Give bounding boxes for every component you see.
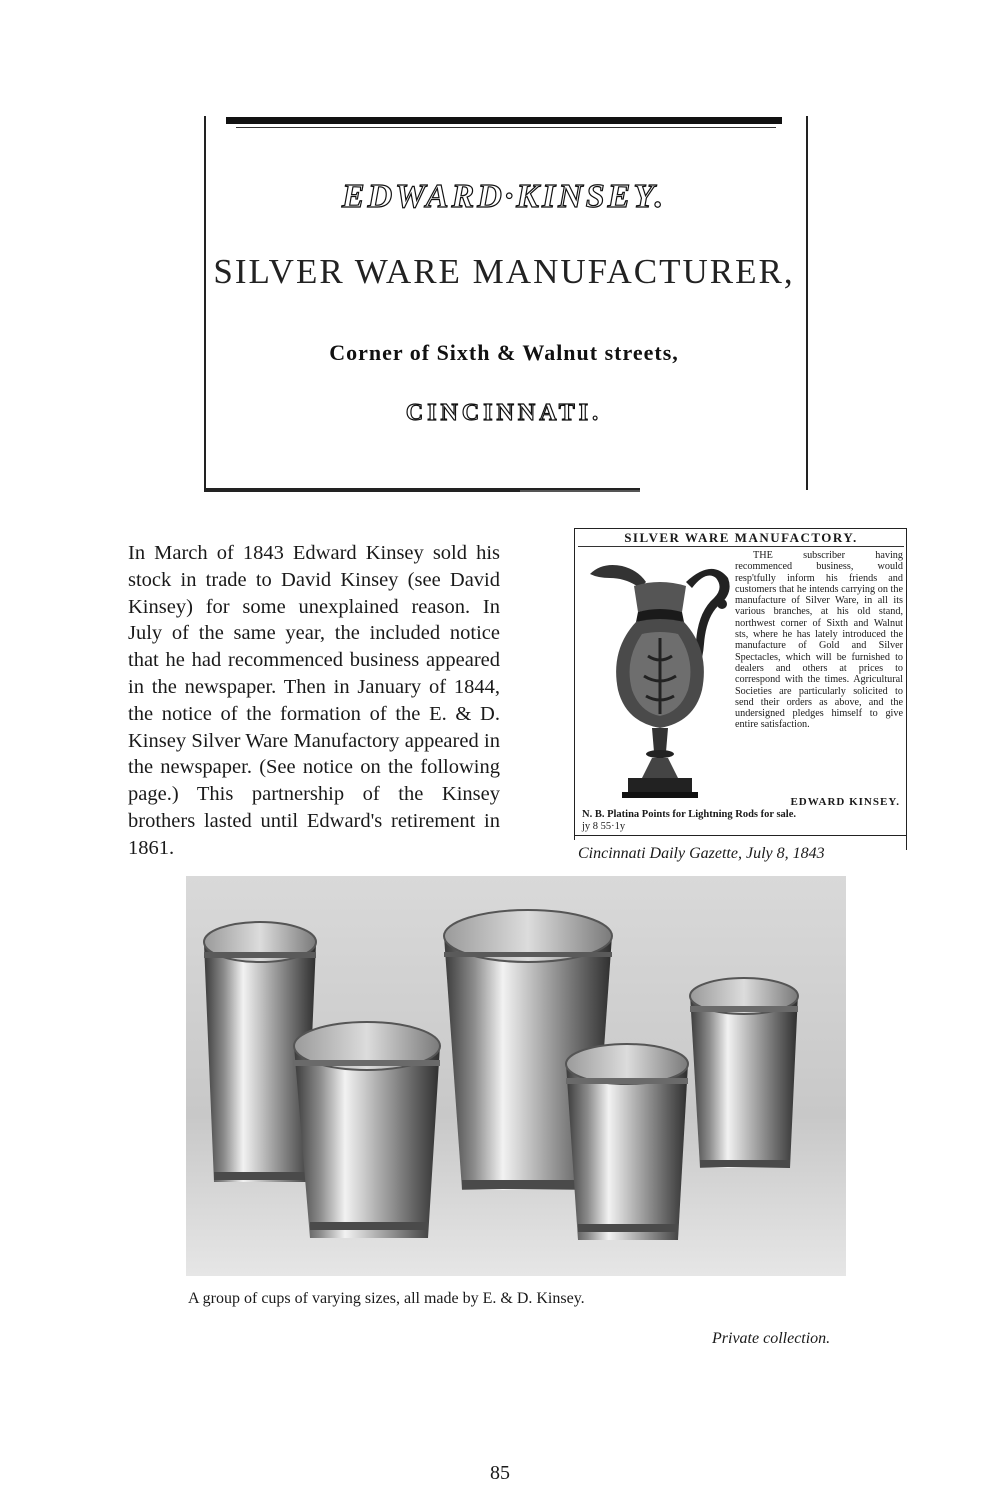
advertisement-city: CINCINNATI.	[405, 400, 603, 426]
page-number: 85	[490, 1462, 510, 1484]
ewer-illustration	[582, 552, 734, 802]
clipping-nota-bene: N. B. Platina Points for Lightning Rods for sale.	[582, 809, 797, 820]
cups-photograph	[186, 876, 846, 1276]
clipping-body	[735, 550, 903, 731]
photo-caption: A group of cups of varying sizes, all made by E. & D. Kinsey.	[188, 1290, 585, 1307]
advertisement-box	[204, 116, 808, 490]
cup-back-right	[690, 978, 798, 1168]
clipping-border-left	[574, 528, 575, 840]
advertisement-top-rule	[226, 117, 782, 124]
cup-front-center	[566, 1044, 688, 1240]
clipping-caption: Cincinnati Daily Gazette, July 8, 1843	[578, 845, 825, 862]
cup-front-left	[294, 1022, 440, 1238]
clipping-code: jy 8 55·1y	[582, 821, 626, 832]
body-paragraph	[128, 540, 500, 862]
advertisement-bottom-rule-fade	[520, 490, 640, 492]
clipping-bottom-rule	[575, 835, 906, 836]
clipping-border-right	[906, 528, 907, 850]
clipping-signature: EDWARD KINSEY.	[790, 796, 900, 808]
advertisement-trade: SILVER WARE MANUFACTURER,	[213, 252, 795, 291]
clipping-top-rule	[575, 528, 906, 529]
advertisement-top-thin-rule	[236, 127, 776, 128]
clipping-heading: SILVER WARE MANUFACTORY.	[624, 530, 858, 545]
advertisement-address: Corner of Sixth & Walnut streets,	[329, 340, 679, 365]
clipping-body-text: THE subscriber having recommenced business, would resp'tfully inform his friends and customers that he intends carrying on the manufacture of Silver Ware, in all its various branches, at his old stand, northwest corner of Sixth and Walnut sts, where he has lately introduced the manufacture of Gold and Silver Spectacles, which will be furnished to dealers and others at prices to correspond with the times. Agricultural Societies are particularly solicited to send their orders as above, and the undersigned pledges himself to give entire satisfaction.	[735, 550, 903, 731]
photo-credit: Private collection.	[712, 1330, 831, 1347]
advertisement-name: EDWARD·KINSEY.	[341, 178, 667, 215]
clipping-heading-rule	[578, 546, 904, 547]
body-paragraph-text: In March of 1843 Edward Kinsey sold his stock in trade to David Kinsey (see David Kinsey) for some unexplained reason. In July of the same year, the included notice that he had recommenced business appeared in the newspaper. Then in January of 1844, the notice of the formation of the E. & D. Kinsey Silver Ware Manufactory appeared in the newspaper. (See notice on the following page.) This partnership of the Kinsey brothers lasted until Edward's retirement in 1861.	[128, 542, 500, 859]
